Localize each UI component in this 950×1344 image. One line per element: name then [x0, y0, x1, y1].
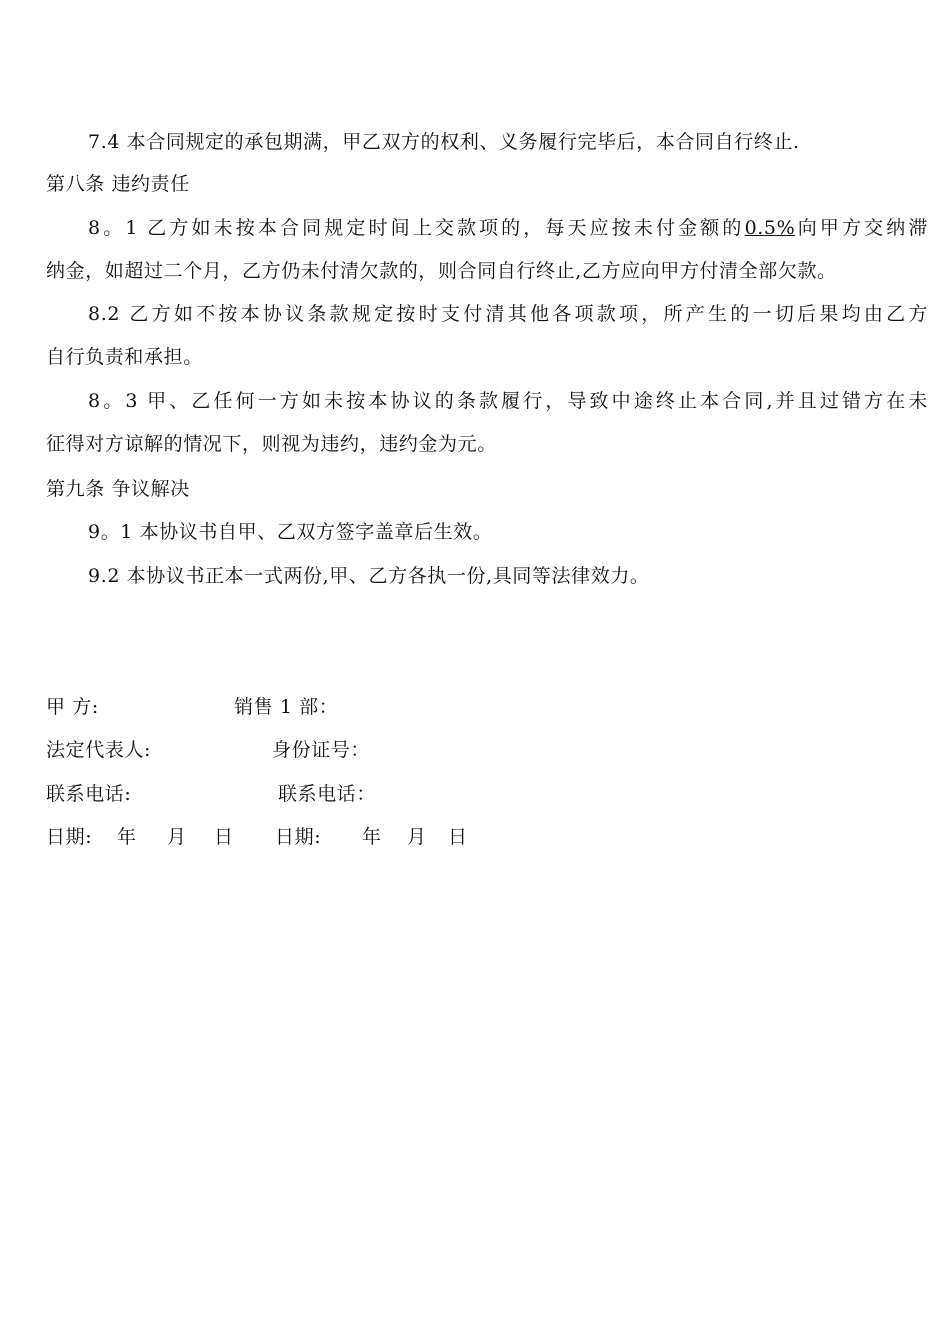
- party-a-label: 甲 方:: [46, 696, 99, 718]
- party-b-date-month: 月: [407, 826, 427, 848]
- article-8-title: 第八条 违约责任: [46, 173, 190, 195]
- clause-8-1-text-before-rate: 8。1 乙方如未按本合同规定时间上交款项的，每天应按未付金额的: [88, 217, 745, 239]
- article-9-title: 第九条 争议解决: [46, 478, 190, 500]
- clause-9-1: 9。1 本协议书自甲、乙双方签字盖章后生效。: [88, 521, 493, 543]
- clause-8-2-line-2: 自行负责和承担。: [46, 346, 203, 368]
- late-fee-rate: 0.5%: [744, 217, 796, 239]
- legal-representative-label: 法定代表人:: [46, 739, 152, 761]
- party-a-date-label: 日期:: [46, 826, 93, 848]
- party-a-date-year: 年: [117, 826, 137, 848]
- clause-8-2-line-1: 8.2 乙方如不按本协议条款规定按时支付清其他各项款项，所产生的一切后果均由乙方: [88, 303, 928, 325]
- clause-7-4: 7.4 本合同规定的承包期满，甲乙双方的权利、义务履行完毕后，本合同自行终止.: [88, 131, 800, 153]
- party-a-date-day: 日: [214, 826, 234, 848]
- party-a-phone-label: 联系电话:: [46, 783, 132, 805]
- party-a-date-month: 月: [167, 826, 187, 848]
- clause-9-2: 9.2 本协议书正本一式两份,甲、乙方各执一份,具同等法律效力。: [88, 565, 650, 587]
- clause-8-1-line-2: 纳金，如超过二个月，乙方仍未付清欠款的，则合同自行终止,乙方应向甲方付清全部欠款。: [46, 260, 837, 282]
- clause-8-1-text-after-rate: 向甲方交纳滞: [795, 217, 928, 239]
- clause-8-3-line-2: 征得对方谅解的情况下，则视为违约，违约金为元。: [46, 433, 497, 455]
- clause-8-3-line-1: 8。3 甲、乙任何一方如未按本协议的条款履行，导致中途终止本合同,并且过错方在未: [88, 390, 928, 412]
- party-b-label: 销售 1 部：: [234, 696, 339, 718]
- clause-8-1-line-1: [88, 216, 928, 240]
- party-b-date-year: 年: [362, 826, 382, 848]
- party-b-date-label: 日期:: [275, 826, 322, 848]
- party-b-date-day: 日: [448, 826, 468, 848]
- party-b-phone-label: 联系电话：: [278, 783, 377, 805]
- id-number-label: 身份证号：: [272, 739, 371, 761]
